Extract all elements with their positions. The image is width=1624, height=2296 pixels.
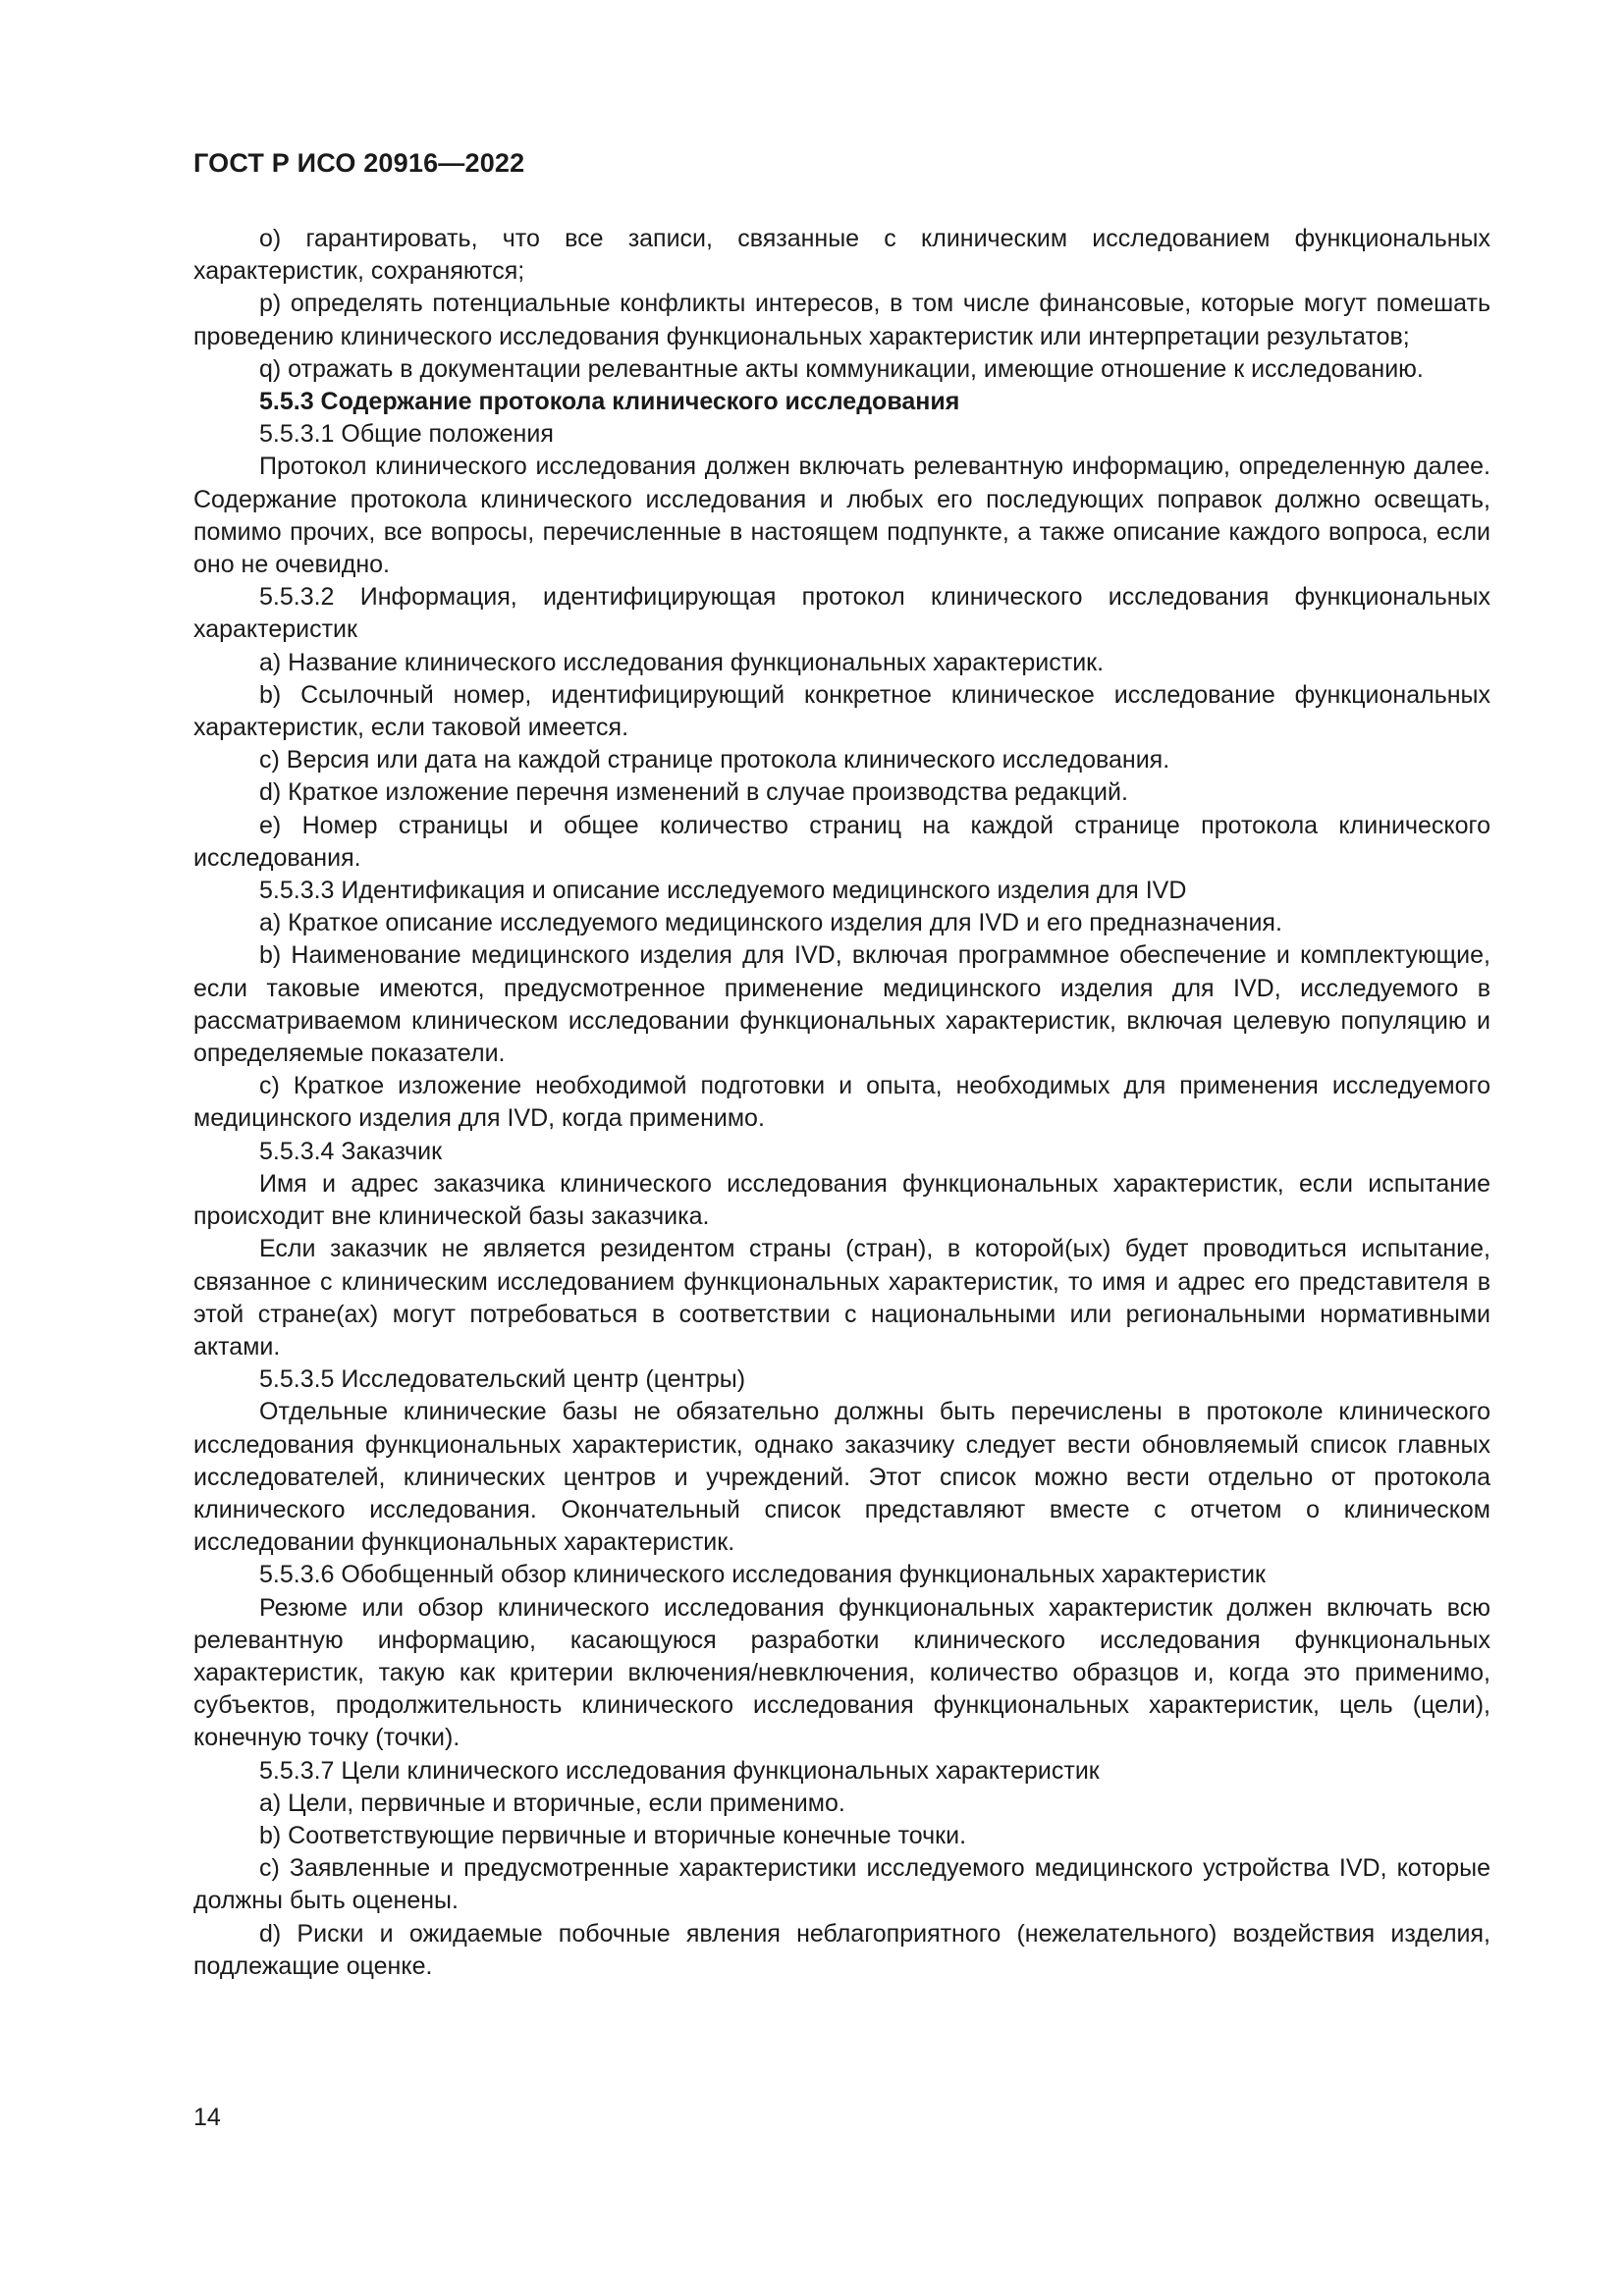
subsection-title-5-5-3-5: 5.5.3.5 Исследовательский центр (центры) [259, 1365, 746, 1394]
paragraph-sponsor-nonresident: Если заказчик не является резидентом страны (стран), в которой(ых) будет проводиться испытание, связанное с клиническим исследованием функциональных характеристик, то имя и адрес его представителя в этой стране(ах) могут потребоваться в соответствии с национальными или региональными нормативными актами. [193, 1235, 1490, 1361]
subsection-title-5-5-3-7: 5.5.3.7 Цели клинического исследования функциональных характеристик [259, 1756, 1100, 1785]
list-item-d: d) Риски и ожидаемые побочные явления неблагоприятного (нежелательного) воздействия изделия, подлежащие оценке. [193, 1919, 1490, 1980]
subsection-title-5-5-3-4: 5.5.3.4 Заказчик [259, 1137, 443, 1165]
page-number: 14 [193, 2104, 221, 2131]
subsection-title-5-5-3-1: 5.5.3.1 Общие положения [259, 420, 554, 449]
list-item-b: b) Наименование медицинского изделия для IVD, включая программное обеспечение и комплектующие, если таковые имеются, предусмотренное применение медицинского изделия для IVD, исследуемого в рассматриваемом клиническом исследовании функциональных характеристик, включая целевую популяцию и определяемые показатели. [193, 941, 1490, 1068]
paragraph-general: Протокол клинического исследования должен включать релевантную информацию, определенную далее. Содержание протокола клинического исследования и любых его последующих поправок должно освещать, помимо прочих, все вопросы, перечисленные в настоящем подпункте, а также описание каждого вопроса, если оно не очевидно. [193, 453, 1490, 579]
subsection-title-5-5-3-6: 5.5.3.6 Обобщенный обзор клинического исследования функциональных характеристик [259, 1561, 1266, 1589]
list-item-b: b) Соответствующие первичные и вторичные конечные точки. [259, 1821, 967, 1849]
subsection-title-5-5-3-3: 5.5.3.3 Идентификация и описание исследуемого медицинского изделия для IVD [259, 877, 1187, 905]
list-item-c: с) Заявленные и предусмотренные характеристики исследуемого медицинского устройства IVD, которые должны быть оценены. [193, 1854, 1490, 1915]
paragraph-sites: Отдельные клинические базы не обязательно должны быть перечислены в протоколе клинического исследования функциональных характеристик, однако заказчику следует вести обновляемый список главных исследователей, клинических центров и учреждений. Этот список можно вести отдельно от протокола клинического исследования. Окончательный список представляют вместе с отчетом о клиническом исследовании функциональных характеристик. [193, 1398, 1490, 1557]
list-item-a: а) Название клинического исследования функциональных характеристик. [259, 648, 1105, 676]
list-item-a: а) Цели, первичные и вторичные, если применимо. [259, 1789, 845, 1817]
paragraph-summary: Резюме или обзор клинического исследования функциональных характеристик должен включать всю релевантную информацию, касающуюся разработки клинического исследования функциональных характеристик, такую как критерии включения/невключения, количество образцов и, когда это применимо, субъектов, продолжительность клинического исследования функциональных характеристик, цель (цели), конечную точку (точки). [193, 1593, 1490, 1752]
list-item-c: с) Краткое изложение необходимой подготовки и опыта, необходимых для применения исследуемого медицинского изделия для IVD, когда применимо. [193, 1072, 1490, 1133]
list-item-b: b) Ссылочный номер, идентифицирующий конкретное клиническое исследование функциональных характеристик, если таковой имеется. [193, 680, 1490, 742]
section-heading-5-5-3: 5.5.3 Содержание протокола клинического исследования [259, 388, 960, 416]
list-item-a: а) Краткое описание исследуемого медицинского изделия для IVD и его предназначения. [259, 909, 1282, 937]
document-header: ГОСТ Р ИСО 20916—2022 [193, 148, 525, 178]
paragraph-item-o: о) гарантировать, что все записи, связанные с клиническим исследованием функциональных характеристик, сохраняются; [193, 225, 1490, 286]
list-item-d: d) Краткое изложение перечня изменений в случае производства редакций. [259, 778, 1128, 807]
paragraph-item-q: q) отражать в документации релевантные акты коммуникации, имеющие отношение к исследованию. [259, 354, 1424, 383]
list-item-c: с) Версия или дата на каждой странице протокола клинического исследования. [259, 746, 1170, 774]
list-item-e: е) Номер страницы и общее количество страниц на каждой странице протокола клинического исследования. [193, 811, 1490, 872]
paragraph-item-p: р) определять потенциальные конфликты интересов, в том числе финансовые, которые могут помешать проведению клинического исследования функциональных характеристик или интерпретации результатов; [193, 290, 1490, 350]
paragraph-sponsor: Имя и адрес заказчика клинического исследования функциональных характеристик, если испытание происходит вне клинической базы заказчика. [193, 1169, 1490, 1231]
subsection-title-5-5-3-2: 5.5.3.2 Информация, идентифицирующая протокол клинического исследования функциональных характеристик [193, 583, 1490, 644]
document-body [193, 223, 1490, 1983]
